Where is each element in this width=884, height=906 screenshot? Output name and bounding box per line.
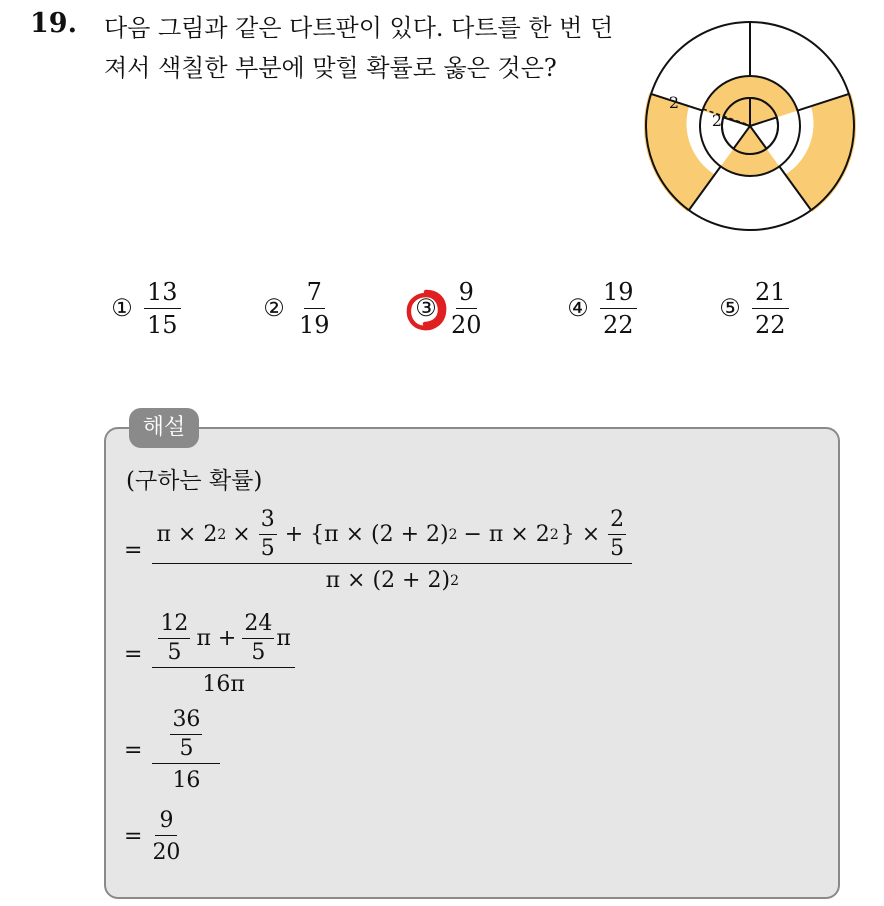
numerator: 9 bbox=[456, 279, 477, 309]
numerator: 19 bbox=[600, 279, 637, 309]
step-3-denominator: 16 bbox=[172, 768, 201, 793]
choice-3[interactable] bbox=[412, 278, 485, 338]
denominator: 15 bbox=[147, 310, 178, 339]
solution-step-4 bbox=[124, 808, 180, 865]
solution-step-2 bbox=[124, 612, 295, 697]
solution-tag: 해설 bbox=[129, 408, 199, 448]
step-3-fraction bbox=[152, 708, 220, 793]
question-text: 다음 그림과 같은 다트판이 있다. 다트를 한 번 던져서 색칠한 부분에 맞힐 확률로 옳은 것은? bbox=[104, 14, 614, 82]
choice-fraction bbox=[144, 279, 181, 338]
choice-number: ⑤ bbox=[719, 294, 741, 322]
solution-title: (구하는 확률) bbox=[126, 468, 263, 494]
choice-number: ④ bbox=[567, 294, 589, 322]
choice-number: ③ bbox=[412, 294, 440, 322]
equals-sign: = bbox=[124, 538, 143, 563]
step-1-fraction bbox=[152, 508, 632, 593]
choice-number: ② bbox=[263, 294, 285, 322]
step-2-denominator: 16π bbox=[202, 672, 245, 697]
choice-4[interactable] bbox=[564, 278, 637, 338]
numerator: 7 bbox=[304, 279, 325, 309]
denominator: 20 bbox=[451, 310, 482, 339]
step-1-denominator: π × (2 + 2) 2 bbox=[325, 568, 459, 593]
equals-sign: = bbox=[124, 642, 143, 667]
equals-sign: = bbox=[124, 824, 143, 849]
choice-fraction bbox=[600, 279, 637, 338]
choice-fraction bbox=[448, 279, 485, 338]
denominator: 22 bbox=[755, 310, 786, 339]
step-4-fraction bbox=[152, 808, 180, 865]
question-number: 19. bbox=[30, 8, 77, 39]
step-4-numerator: 9 bbox=[155, 808, 177, 836]
dart-board-figure bbox=[644, 20, 856, 232]
solution-step-3 bbox=[124, 708, 220, 793]
outer-radius-label: 2 bbox=[668, 93, 680, 112]
choice-fraction bbox=[296, 279, 333, 338]
inner-radius-label: 2 bbox=[711, 111, 723, 130]
step-2-fraction bbox=[152, 612, 294, 697]
denominator: 22 bbox=[603, 310, 634, 339]
numerator: 13 bbox=[144, 279, 181, 309]
step-2-numerator: $\frac{12}{5}$ π + $\frac{24}{5}$ π bbox=[152, 612, 294, 668]
step-4-denominator: 20 bbox=[152, 840, 181, 865]
choice-2[interactable] bbox=[260, 278, 333, 338]
equals-sign: = bbox=[124, 738, 143, 763]
numerator: 21 bbox=[752, 279, 789, 309]
denominator: 19 bbox=[299, 310, 330, 339]
solution-step-1 bbox=[124, 508, 632, 593]
choice-5[interactable] bbox=[716, 278, 789, 338]
step-1-numerator: π × 2 2 × $\frac{3}{5}$ + {π × (2 + 2) 2 − π × 2 2 } × $\frac{2}{5}$ bbox=[152, 508, 632, 564]
step-3-numerator: $\frac{36}{5}$ bbox=[152, 708, 220, 764]
choice-fraction bbox=[752, 279, 789, 338]
choice-1[interactable] bbox=[108, 278, 181, 338]
choice-number: ① bbox=[111, 294, 133, 322]
